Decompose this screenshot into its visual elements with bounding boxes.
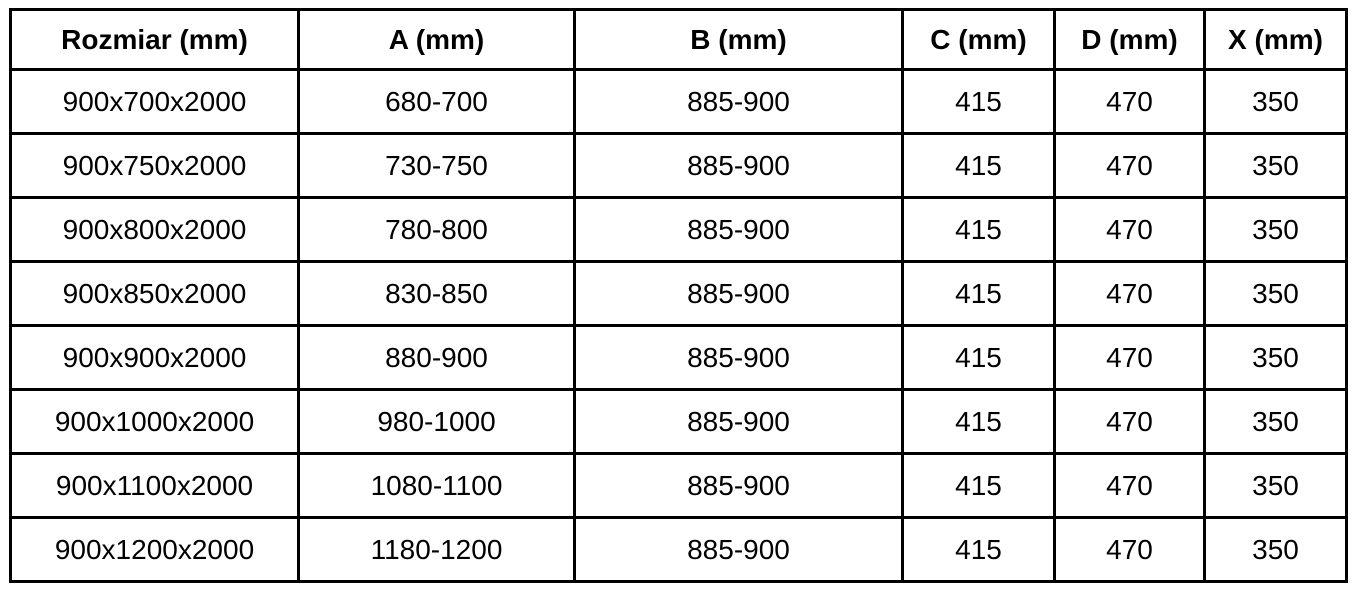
table-cell: 680-700 <box>299 70 575 134</box>
table-cell: 885-900 <box>575 70 903 134</box>
column-header-5: X (mm) <box>1205 10 1347 70</box>
table-cell: 900x1100x2000 <box>11 454 299 518</box>
column-header-3: C (mm) <box>903 10 1055 70</box>
column-header-4: D (mm) <box>1055 10 1205 70</box>
table-cell: 900x900x2000 <box>11 326 299 390</box>
table-cell: 730-750 <box>299 134 575 198</box>
size-spec-table-container <box>9 8 1348 583</box>
table-cell: 780-800 <box>299 198 575 262</box>
table-cell: 470 <box>1055 134 1205 198</box>
table-cell: 470 <box>1055 326 1205 390</box>
table-cell: 900x1200x2000 <box>11 518 299 582</box>
table-cell: 350 <box>1205 326 1347 390</box>
table-cell: 980-1000 <box>299 390 575 454</box>
table-cell: 470 <box>1055 70 1205 134</box>
table-cell: 470 <box>1055 454 1205 518</box>
table-row <box>11 198 1347 262</box>
table-cell: 415 <box>903 326 1055 390</box>
table-row <box>11 518 1347 582</box>
table-cell: 350 <box>1205 134 1347 198</box>
table-cell: 885-900 <box>575 326 903 390</box>
table-cell: 885-900 <box>575 262 903 326</box>
table-cell: 900x1000x2000 <box>11 390 299 454</box>
table-cell: 1180-1200 <box>299 518 575 582</box>
table-row <box>11 70 1347 134</box>
table-cell: 350 <box>1205 262 1347 326</box>
table-cell: 350 <box>1205 198 1347 262</box>
table-cell: 415 <box>903 198 1055 262</box>
table-cell: 350 <box>1205 70 1347 134</box>
table-cell: 415 <box>903 70 1055 134</box>
table-cell: 900x700x2000 <box>11 70 299 134</box>
table-row <box>11 390 1347 454</box>
table-cell: 880-900 <box>299 326 575 390</box>
table-cell: 900x750x2000 <box>11 134 299 198</box>
table-cell: 415 <box>903 518 1055 582</box>
table-body <box>11 70 1347 582</box>
table-cell: 415 <box>903 134 1055 198</box>
column-header-0: Rozmiar (mm) <box>11 10 299 70</box>
column-header-2: B (mm) <box>575 10 903 70</box>
table-cell: 470 <box>1055 390 1205 454</box>
table-cell: 1080-1100 <box>299 454 575 518</box>
table-cell: 350 <box>1205 454 1347 518</box>
table-cell: 350 <box>1205 390 1347 454</box>
table-row <box>11 454 1347 518</box>
table-cell: 885-900 <box>575 134 903 198</box>
table-cell: 415 <box>903 454 1055 518</box>
table-cell: 885-900 <box>575 198 903 262</box>
size-spec-table <box>9 8 1348 583</box>
table-cell: 415 <box>903 262 1055 326</box>
table-cell: 470 <box>1055 518 1205 582</box>
table-row <box>11 134 1347 198</box>
table-cell: 885-900 <box>575 518 903 582</box>
table-cell: 470 <box>1055 198 1205 262</box>
table-cell: 885-900 <box>575 390 903 454</box>
table-cell: 900x800x2000 <box>11 198 299 262</box>
column-header-1: A (mm) <box>299 10 575 70</box>
table-cell: 830-850 <box>299 262 575 326</box>
table-cell: 885-900 <box>575 454 903 518</box>
table-header-row <box>11 10 1347 70</box>
table-cell: 470 <box>1055 262 1205 326</box>
table-row <box>11 262 1347 326</box>
table-cell: 415 <box>903 390 1055 454</box>
table-cell: 350 <box>1205 518 1347 582</box>
table-cell: 900x850x2000 <box>11 262 299 326</box>
table-row <box>11 326 1347 390</box>
